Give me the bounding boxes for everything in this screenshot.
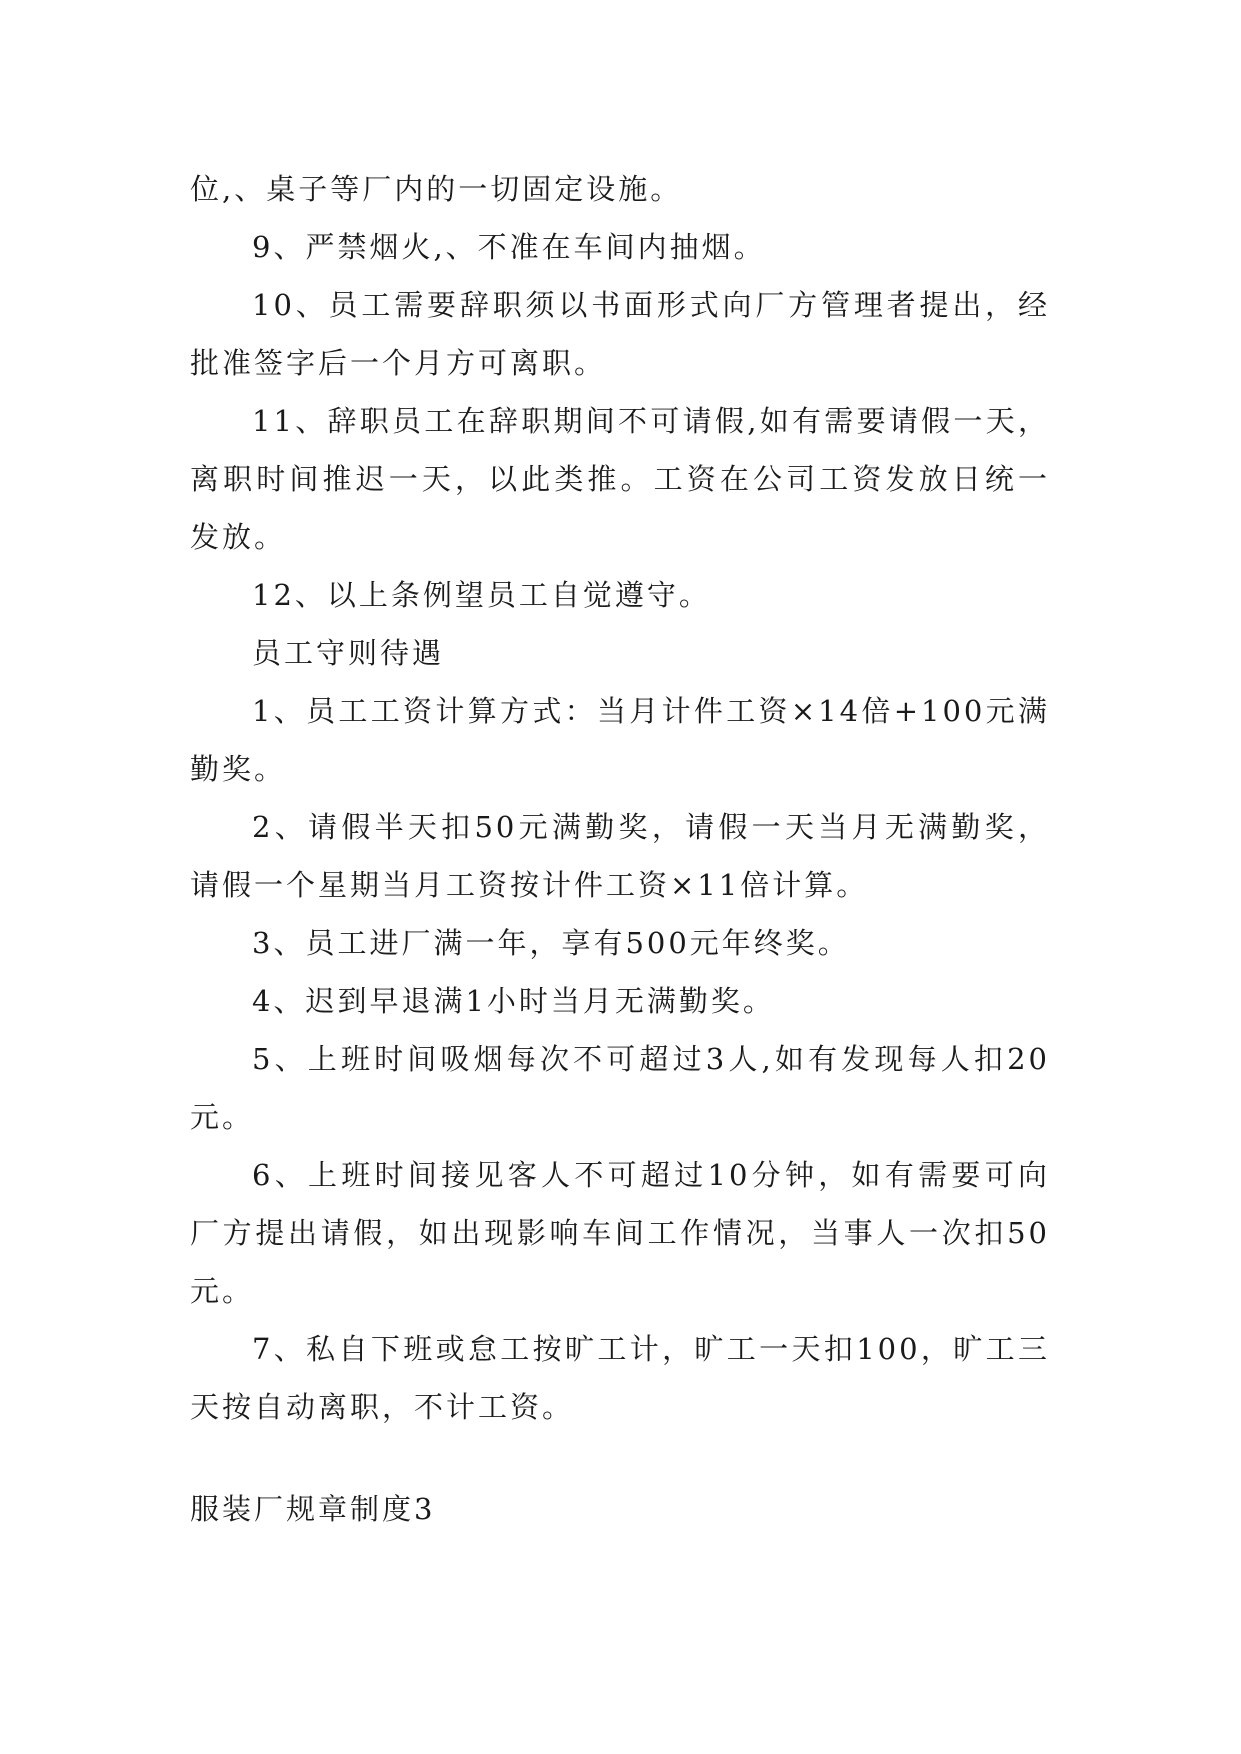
rule-item-9: 9、严禁烟火,、不准在车间内抽烟。	[252, 230, 766, 264]
benefit-item-2: 2、请假半天扣50元满勤奖，请假一天当月无满勤奖，请假一个星期当月工资按计件工资×11倍计算。	[190, 810, 1050, 902]
benefit-item-6: 6、上班时间接见客人不可超过10分钟，如有需要可向厂方提出请假，如出现影响车间工作情况，当事人一次扣50元。	[190, 1158, 1050, 1308]
benefit-item-1: 1、员工工资计算方式：当月计件工资×14倍+100元满勤奖。	[190, 694, 1050, 786]
benefit-item-5: 5、上班时间吸烟每次不可超过3人,如有发现每人扣20元。	[190, 1042, 1050, 1134]
benefit-item-3: 3、员工进厂满一年，享有500元年终奖。	[252, 926, 850, 960]
benefit-item-7: 7、私自下班或怠工按旷工计，旷工一天扣100，旷工三天按自动离职，不计工资。	[190, 1332, 1050, 1424]
section-title: 服装厂规章制度3	[190, 1492, 436, 1526]
rule-item-12: 12、以上条例望员工自觉遵守。	[252, 578, 711, 612]
rule-item-11: 11、辞职员工在辞职期间不可请假,如有需要请假一天，离职时间推迟一天，以此类推。工资在公司工资发放日统一发放。	[190, 404, 1050, 554]
benefit-item-4: 4、迟到早退满1小时当月无满勤奖。	[252, 984, 775, 1018]
paragraph-continuation: 位,、桌子等厂内的一切固定设施。	[190, 172, 683, 206]
document-body	[190, 160, 1050, 1436]
subsection-heading: 员工守则待遇	[252, 636, 445, 670]
rule-item-10: 10、员工需要辞职须以书面形式向厂方管理者提出，经批准签字后一个月方可离职。	[190, 288, 1050, 380]
